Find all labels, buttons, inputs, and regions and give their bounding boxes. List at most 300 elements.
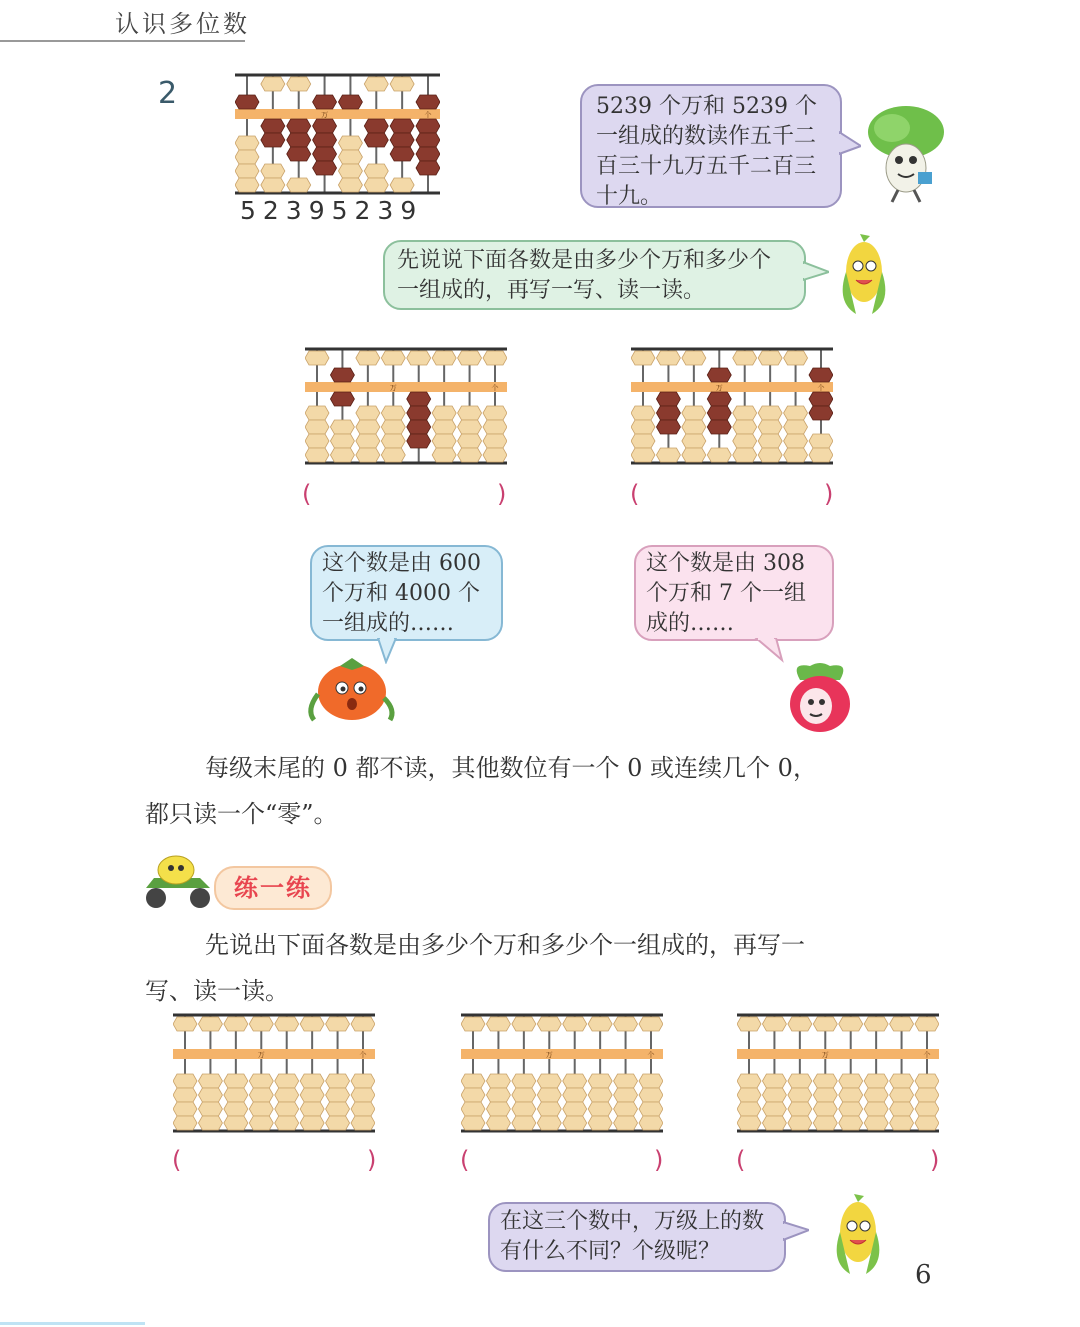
abacus-bead <box>390 119 414 133</box>
abacus-bead <box>224 1116 248 1130</box>
abacus-bead <box>249 1017 273 1031</box>
abacus-bead <box>407 392 431 406</box>
abacus-bead <box>275 1017 299 1031</box>
abacus-bead <box>326 1017 350 1031</box>
abacus-practice-1 <box>173 1012 375 1134</box>
abacus-bead <box>458 351 482 365</box>
abacus-bead <box>707 406 731 420</box>
radish-mascot-icon <box>780 660 860 734</box>
abacus-bead <box>614 1074 638 1088</box>
abacus-bead <box>381 351 405 365</box>
abacus-bead <box>537 1074 561 1088</box>
abacus-bead <box>915 1017 939 1031</box>
abacus-bead <box>364 119 388 133</box>
abacus-bead <box>639 1088 663 1102</box>
answer-paren-close: ) <box>654 1146 664 1174</box>
abacus-bead <box>235 150 259 164</box>
abacus-bead <box>809 434 833 448</box>
abacus-bead <box>809 368 833 382</box>
abacus-bead <box>364 133 388 147</box>
abacus-bead <box>563 1088 587 1102</box>
abacus-bead <box>614 1102 638 1116</box>
speech-bubble-hint-left-text: 这个数是由 600 个万和 4000 个一组成的…… <box>322 551 481 636</box>
abacus-bead <box>839 1116 863 1130</box>
abacus-bead <box>432 434 456 448</box>
abacus-bead <box>512 1017 536 1031</box>
abacus-bead <box>432 420 456 434</box>
abacus-bead <box>631 448 655 462</box>
abacus-bead <box>707 392 731 406</box>
answer-paren-open: ( <box>630 480 640 508</box>
abacus-bead <box>173 1116 197 1130</box>
speech-bubble-hint-right-text: 这个数是由 308 个万和 7 个一组成的…… <box>646 551 806 636</box>
abacus-bead <box>338 164 362 178</box>
abacus-bead <box>338 95 362 109</box>
abacus-bead <box>839 1017 863 1031</box>
cabbage-mascot-icon <box>862 102 950 206</box>
abacus-bead <box>313 133 337 147</box>
answer-paren-close: ) <box>930 1146 940 1174</box>
chapter-title: 认识多位数 <box>115 10 250 38</box>
abacus-bead <box>390 77 414 91</box>
abacus-label-wan: 万 <box>321 111 329 119</box>
abacus-bead <box>330 392 354 406</box>
abacus-bead <box>364 164 388 178</box>
abacus-beam <box>461 1049 663 1059</box>
abacus-bead <box>356 434 380 448</box>
abacus-bead <box>235 178 259 192</box>
abacus-bead <box>813 1088 837 1102</box>
abacus-bead <box>631 351 655 365</box>
abacus-bead <box>864 1088 888 1102</box>
abacus-bead <box>588 1088 612 1102</box>
abacus-bead <box>235 164 259 178</box>
abacus-label-wan: 万 <box>715 384 723 392</box>
abacus-bead <box>890 1074 914 1088</box>
abacus-bead <box>390 133 414 147</box>
abacus-bead <box>890 1102 914 1116</box>
abacus-bead <box>458 406 482 420</box>
abacus-bead <box>614 1088 638 1102</box>
abacus-bead <box>330 434 354 448</box>
abacus-bead <box>305 351 329 365</box>
abacus-label-ge: 个 <box>424 111 432 119</box>
abacus-practice-3 <box>737 1012 939 1134</box>
abacus-bead <box>563 1116 587 1130</box>
speech-bubble-task <box>383 240 806 310</box>
abacus-bead <box>656 406 680 420</box>
abacus-bead <box>300 1088 324 1102</box>
abacus-bead <box>707 420 731 434</box>
speech-bubble-hint-right <box>634 545 834 641</box>
abacus-bead <box>173 1074 197 1088</box>
abacus-bead <box>639 1116 663 1130</box>
abacus-bead <box>483 434 507 448</box>
abacus-bead <box>224 1074 248 1088</box>
abacus-bead <box>407 351 431 365</box>
abacus-label-wan: 万 <box>389 384 397 392</box>
answer-paren-open: ( <box>460 1146 470 1174</box>
abacus-label-ge: 个 <box>359 1051 367 1059</box>
abacus-bead <box>416 119 440 133</box>
speech-bubble-example-text: 5239 个万和 5239 个一组成的数读作五千二百三十九万五千二百三十九。 <box>596 94 817 209</box>
abacus-bead <box>737 1116 761 1130</box>
header-divider <box>0 40 245 42</box>
abacus-bead <box>338 150 362 164</box>
abacus-bead <box>356 351 380 365</box>
abacus-bead <box>287 77 311 91</box>
abacus-bead <box>407 420 431 434</box>
tomato-mascot-icon <box>300 654 400 726</box>
abacus-bead <box>198 1088 222 1102</box>
rule-line-1: 每级末尾的 0 都不读，其他数位有一个 0 或连续几个 0， <box>205 754 817 782</box>
abacus-bead <box>287 178 311 192</box>
abacus-bead <box>338 178 362 192</box>
abacus-bead <box>390 147 414 161</box>
answer-paren-close: ) <box>367 1146 377 1174</box>
abacus-bead <box>235 136 259 150</box>
abacus-bead <box>313 147 337 161</box>
abacus-bead <box>733 420 757 434</box>
abacus-bead <box>758 406 782 420</box>
abacus-bead <box>915 1116 939 1130</box>
abacus-bead <box>486 1088 510 1102</box>
abacus-beam <box>305 382 507 392</box>
abacus-bead <box>631 420 655 434</box>
abacus-bead <box>458 420 482 434</box>
abacus-bead <box>737 1074 761 1088</box>
abacus-task-left <box>305 346 507 466</box>
abacus-bead <box>512 1102 536 1116</box>
abacus-label-wan: 万 <box>821 1051 829 1059</box>
abacus-bead <box>261 164 285 178</box>
abacus-bead <box>537 1102 561 1116</box>
abacus-practice-2 <box>461 1012 663 1134</box>
rule-text <box>145 745 955 837</box>
abacus-bead <box>707 448 731 462</box>
abacus-bead <box>784 448 808 462</box>
bubble-tail <box>839 130 861 156</box>
abacus-bead <box>287 133 311 147</box>
abacus-bead <box>416 95 440 109</box>
abacus-bead <box>300 1074 324 1088</box>
abacus-bead <box>762 1116 786 1130</box>
abacus-bead <box>287 147 311 161</box>
abacus-beam <box>235 109 440 119</box>
abacus-bead <box>381 406 405 420</box>
abacus-bead <box>788 1116 812 1130</box>
abacus-bead <box>483 351 507 365</box>
abacus-bead <box>432 448 456 462</box>
abacus-bead <box>890 1116 914 1130</box>
abacus-bead <box>788 1074 812 1088</box>
speech-bubble-task-text: 先说说下面各数是由多少个万和多少个一组成的，再写一写、读一读。 <box>397 248 772 303</box>
abacus-bead <box>356 420 380 434</box>
abacus-beam <box>173 1049 375 1059</box>
practice-badge: 练一练 <box>214 866 332 910</box>
abacus-bead <box>486 1017 510 1031</box>
abacus-beam <box>737 1049 939 1059</box>
abacus-bead <box>224 1017 248 1031</box>
abacus-bead <box>173 1017 197 1031</box>
abacus-bead <box>915 1088 939 1102</box>
abacus-bead <box>300 1102 324 1116</box>
abacus-bead <box>537 1017 561 1031</box>
abacus-bead <box>737 1088 761 1102</box>
abacus-bead <box>512 1088 536 1102</box>
abacus-bead <box>173 1088 197 1102</box>
abacus-bead <box>890 1017 914 1031</box>
abacus-bead <box>313 95 337 109</box>
example-number: 2 <box>158 76 178 111</box>
abacus-bead <box>733 406 757 420</box>
abacus-bead <box>588 1017 612 1031</box>
speech-bubble-hint-left <box>310 545 503 641</box>
abacus-bead <box>788 1088 812 1102</box>
abacus-bead <box>733 434 757 448</box>
abacus-bead <box>656 448 680 462</box>
abacus-bead <box>351 1074 375 1088</box>
abacus-bead <box>762 1102 786 1116</box>
answer-paren-open: ( <box>736 1146 746 1174</box>
abacus-bead <box>432 406 456 420</box>
abacus-bead <box>864 1116 888 1130</box>
abacus-bead <box>656 351 680 365</box>
abacus-bead <box>300 1017 324 1031</box>
abacus-bead <box>758 434 782 448</box>
abacus-bead <box>461 1116 485 1130</box>
abacus-bead <box>839 1088 863 1102</box>
abacus-bead <box>249 1102 273 1116</box>
abacus-bead <box>338 136 362 150</box>
abacus-bead <box>416 133 440 147</box>
abacus-bead <box>809 448 833 462</box>
abacus-bead <box>737 1102 761 1116</box>
abacus-bead <box>656 420 680 434</box>
abacus-bead <box>198 1074 222 1088</box>
abacus-bead <box>915 1074 939 1088</box>
abacus-label-ge: 个 <box>647 1051 655 1059</box>
abacus-bead <box>483 420 507 434</box>
abacus-label-wan: 万 <box>257 1051 265 1059</box>
speech-bubble-example <box>580 84 842 208</box>
abacus-bead <box>813 1116 837 1130</box>
abacus-bead <box>762 1017 786 1031</box>
abacus-bead <box>483 448 507 462</box>
abacus-bead <box>758 448 782 462</box>
abacus-bead <box>788 1017 812 1031</box>
speech-bubble-question-text: 在这三个数中，万级上的数有什么不同？个级呢？ <box>500 1209 765 1264</box>
abacus-bead <box>762 1074 786 1088</box>
answer-paren-open: ( <box>302 480 312 508</box>
abacus-bead <box>461 1017 485 1031</box>
abacus-bead <box>563 1074 587 1088</box>
abacus-bead <box>784 420 808 434</box>
abacus-bead <box>261 178 285 192</box>
abacus-label-ge: 个 <box>491 384 499 392</box>
bubble-tail <box>783 1220 809 1242</box>
abacus-bead <box>614 1116 638 1130</box>
abacus-bead <box>305 406 329 420</box>
abacus-bead <box>224 1102 248 1116</box>
practice-instruction-line-2: 写、读一读。 <box>145 977 289 1005</box>
abacus-bead <box>788 1102 812 1116</box>
abacus-bead <box>639 1102 663 1116</box>
abacus-bead <box>639 1017 663 1031</box>
abacus-bead <box>809 406 833 420</box>
abacus-example <box>235 72 440 196</box>
abacus-bead <box>486 1074 510 1088</box>
abacus-bead <box>813 1074 837 1088</box>
abacus-bead <box>839 1102 863 1116</box>
abacus-bead <box>173 1102 197 1116</box>
abacus-bead <box>275 1102 299 1116</box>
abacus-bead <box>330 368 354 382</box>
abacus-bead <box>733 351 757 365</box>
abacus-bead <box>461 1102 485 1116</box>
practice-instruction <box>145 922 955 1014</box>
abacus-bead <box>364 178 388 192</box>
abacus-bead <box>381 434 405 448</box>
footer-accent-line <box>0 1322 145 1325</box>
abacus-bead <box>733 448 757 462</box>
abacus-bead <box>458 434 482 448</box>
abacus-bead <box>313 119 337 133</box>
abacus-bead <box>682 420 706 434</box>
abacus-bead <box>563 1017 587 1031</box>
rule-line-2: 都只读一个“零”。 <box>145 800 338 828</box>
abacus-bead <box>631 406 655 420</box>
abacus-bead <box>758 420 782 434</box>
abacus-bead <box>364 77 388 91</box>
abacus-bead <box>813 1017 837 1031</box>
abacus-bead <box>639 1074 663 1088</box>
abacus-bead <box>813 1102 837 1116</box>
abacus-bead <box>249 1088 273 1102</box>
abacus-bead <box>407 434 431 448</box>
abacus-bead <box>512 1074 536 1088</box>
abacus-bead <box>356 406 380 420</box>
abacus-bead <box>461 1088 485 1102</box>
abacus-bead <box>198 1116 222 1130</box>
abacus-bead <box>682 434 706 448</box>
abacus-beam <box>631 382 833 392</box>
abacus-task-right <box>631 346 833 466</box>
abacus-bead <box>198 1102 222 1116</box>
abacus-bead <box>864 1074 888 1088</box>
speech-bubble-question <box>488 1202 786 1272</box>
abacus-bead <box>351 1088 375 1102</box>
abacus-bead <box>330 420 354 434</box>
corn-mascot-icon <box>826 232 902 320</box>
abacus-example-digits: 52395239 <box>240 196 424 225</box>
abacus-bead <box>300 1116 324 1130</box>
page-number: 6 <box>915 1260 932 1290</box>
abacus-bead <box>563 1102 587 1116</box>
abacus-bead <box>483 406 507 420</box>
abacus-bead <box>249 1074 273 1088</box>
answer-paren-close: ) <box>497 480 507 508</box>
abacus-bead <box>656 392 680 406</box>
abacus-bead <box>416 161 440 175</box>
abacus-bead <box>287 119 311 133</box>
abacus-bead <box>486 1102 510 1116</box>
abacus-bead <box>275 1116 299 1130</box>
abacus-bead <box>588 1074 612 1088</box>
abacus-bead <box>915 1102 939 1116</box>
abacus-bead <box>890 1088 914 1102</box>
abacus-bead <box>326 1116 350 1130</box>
abacus-bead <box>326 1102 350 1116</box>
abacus-bead <box>416 147 440 161</box>
abacus-label-ge: 个 <box>923 1051 931 1059</box>
abacus-bead <box>326 1088 350 1102</box>
abacus-bead <box>407 406 431 420</box>
abacus-label-wan: 万 <box>545 1051 553 1059</box>
abacus-bead <box>326 1074 350 1088</box>
abacus-bead <box>784 406 808 420</box>
answer-paren-close: ) <box>824 480 834 508</box>
abacus-bead <box>275 1088 299 1102</box>
abacus-bead <box>432 351 456 365</box>
abacus-bead <box>682 406 706 420</box>
abacus-bead <box>864 1017 888 1031</box>
abacus-bead <box>682 448 706 462</box>
abacus-bead <box>784 351 808 365</box>
abacus-bead <box>758 351 782 365</box>
abacus-bead <box>864 1102 888 1116</box>
abacus-bead <box>537 1088 561 1102</box>
abacus-bead <box>682 351 706 365</box>
abacus-bead <box>305 420 329 434</box>
abacus-bead <box>512 1116 536 1130</box>
abacus-bead <box>351 1102 375 1116</box>
abacus-bead <box>839 1074 863 1088</box>
abacus-bead <box>707 368 731 382</box>
abacus-bead <box>784 434 808 448</box>
abacus-label-ge: 个 <box>817 384 825 392</box>
abacus-bead <box>762 1088 786 1102</box>
abacus-bead <box>351 1017 375 1031</box>
abacus-bead <box>614 1017 638 1031</box>
abacus-bead <box>261 133 285 147</box>
abacus-bead <box>809 392 833 406</box>
abacus-bead <box>631 434 655 448</box>
abacus-bead <box>261 119 285 133</box>
abacus-bead <box>249 1116 273 1130</box>
abacus-bead <box>537 1116 561 1130</box>
abacus-bead <box>313 161 337 175</box>
abacus-bead <box>305 434 329 448</box>
abacus-bead <box>588 1102 612 1116</box>
abacus-bead <box>381 420 405 434</box>
abacus-bead <box>261 77 285 91</box>
abacus-bead <box>588 1116 612 1130</box>
abacus-bead <box>458 448 482 462</box>
abacus-bead <box>330 448 354 462</box>
abacus-bead <box>305 448 329 462</box>
abacus-bead <box>390 178 414 192</box>
answer-paren-open: ( <box>172 1146 182 1174</box>
abacus-bead <box>461 1074 485 1088</box>
lemon-scooter-icon <box>140 852 220 910</box>
abacus-bead <box>351 1116 375 1130</box>
abacus-bead <box>235 95 259 109</box>
practice-instruction-line-1: 先说出下面各数是由多少个万和多少个一组成的，再写一 <box>205 931 805 959</box>
abacus-bead <box>356 448 380 462</box>
abacus-bead <box>224 1088 248 1102</box>
abacus-bead <box>486 1116 510 1130</box>
